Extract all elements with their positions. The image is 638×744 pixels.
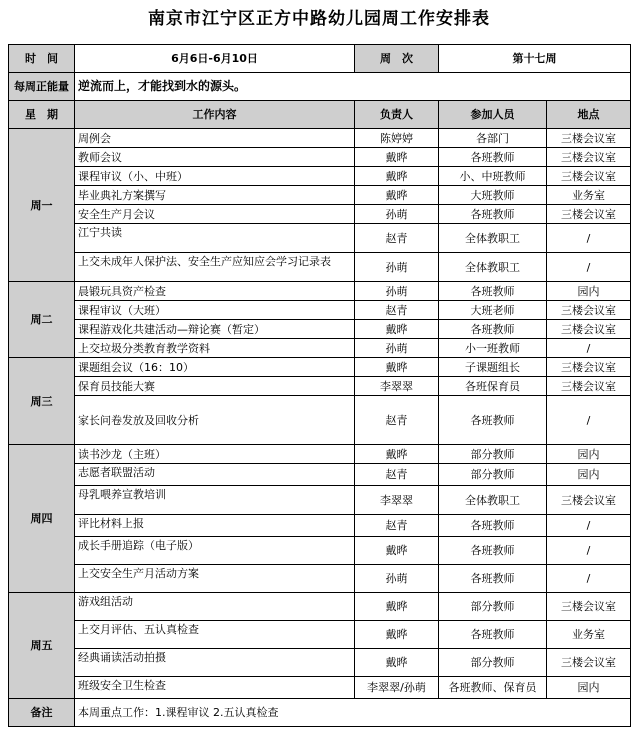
participants: 各班教师 bbox=[439, 537, 547, 565]
work-content: 评比材料上报 bbox=[75, 515, 355, 537]
place: 园内 bbox=[547, 677, 631, 699]
owner: 李翠翠 bbox=[355, 377, 439, 396]
table-row bbox=[9, 649, 631, 677]
day-label: 周五 bbox=[9, 593, 75, 699]
work-content: 江宁共读 bbox=[75, 224, 355, 253]
place: 业务室 bbox=[547, 186, 631, 205]
participants: 各班教师 bbox=[439, 148, 547, 167]
place: 三楼会议室 bbox=[547, 148, 631, 167]
work-content: 周例会 bbox=[75, 129, 355, 148]
owner: 戴晔 bbox=[355, 186, 439, 205]
owner: 戴晔 bbox=[355, 320, 439, 339]
table-row bbox=[9, 677, 631, 699]
table-row bbox=[9, 320, 631, 339]
participants: 各班教师 bbox=[439, 320, 547, 339]
place: / bbox=[547, 396, 631, 445]
motto-text: 逆流而上，才能找到水的源头。 bbox=[75, 73, 631, 101]
participants: 全体教职工 bbox=[439, 253, 547, 282]
participants: 小、中班教师 bbox=[439, 167, 547, 186]
work-content: 课程游戏化共建活动—辩论赛（暂定） bbox=[75, 320, 355, 339]
owner: 赵青 bbox=[355, 224, 439, 253]
work-content: 保育员技能大赛 bbox=[75, 377, 355, 396]
day-label: 周一 bbox=[9, 129, 75, 282]
table-row bbox=[9, 593, 631, 621]
participants: 各班教师 bbox=[439, 621, 547, 649]
work-content: 读书沙龙（主班） bbox=[75, 445, 355, 464]
day-label: 周二 bbox=[9, 282, 75, 358]
participants: 各班教师 bbox=[439, 282, 547, 301]
notes-text: 本周重点工作：1.课程审议 2.五认真检查 bbox=[75, 699, 631, 727]
place: 业务室 bbox=[547, 621, 631, 649]
place: 三楼会议室 bbox=[547, 301, 631, 320]
work-content: 母乳喂养宣教培训 bbox=[75, 486, 355, 515]
place: 三楼会议室 bbox=[547, 205, 631, 224]
work-content: 课程审议（大班） bbox=[75, 301, 355, 320]
table-row bbox=[9, 186, 631, 205]
work-content: 上交未成年人保护法、安全生产应知应会学习记录表 bbox=[75, 253, 355, 282]
motto-label: 每周正能量 bbox=[9, 73, 75, 101]
work-content: 上交垃圾分类教育教学资料 bbox=[75, 339, 355, 358]
notes-row bbox=[9, 699, 631, 727]
participants: 子课题组长 bbox=[439, 358, 547, 377]
place: 三楼会议室 bbox=[547, 358, 631, 377]
table-row bbox=[9, 129, 631, 148]
owner: 赵青 bbox=[355, 464, 439, 486]
place: 三楼会议室 bbox=[547, 377, 631, 396]
place: / bbox=[547, 224, 631, 253]
work-content: 教师会议 bbox=[75, 148, 355, 167]
col-owner: 负责人 bbox=[355, 101, 439, 129]
owner: 戴晔 bbox=[355, 593, 439, 621]
table-row bbox=[9, 565, 631, 593]
page-title: 南京市江宁区正方中路幼儿园周工作安排表 bbox=[148, 9, 490, 29]
table-row bbox=[9, 282, 631, 301]
participants: 部分教师 bbox=[439, 649, 547, 677]
owner: 戴晔 bbox=[355, 621, 439, 649]
table-row bbox=[9, 464, 631, 486]
owner: 孙萌 bbox=[355, 565, 439, 593]
place: 三楼会议室 bbox=[547, 320, 631, 339]
participants: 大班教师 bbox=[439, 186, 547, 205]
participants: 各班教师 bbox=[439, 515, 547, 537]
owner: 戴晔 bbox=[355, 649, 439, 677]
owner: 李翠翠/孙萌 bbox=[355, 677, 439, 699]
work-content: 安全生产月会议 bbox=[75, 205, 355, 224]
owner: 赵青 bbox=[355, 301, 439, 320]
place: 园内 bbox=[547, 282, 631, 301]
work-content: 家长问卷发放及回收分析 bbox=[75, 396, 355, 445]
work-content: 班级安全卫生检查 bbox=[75, 677, 355, 699]
table-row bbox=[9, 486, 631, 515]
participants: 各班教师 bbox=[439, 205, 547, 224]
day-label: 周四 bbox=[9, 445, 75, 593]
col-content: 工作内容 bbox=[75, 101, 355, 129]
work-content: 成长手册追踪（电子版） bbox=[75, 537, 355, 565]
work-content: 经典诵读活动拍摄 bbox=[75, 649, 355, 677]
notes-label: 备注 bbox=[9, 699, 75, 727]
work-content: 课程审议（小、中班） bbox=[75, 167, 355, 186]
table-row bbox=[9, 621, 631, 649]
participants: 部分教师 bbox=[439, 445, 547, 464]
participants: 全体教职工 bbox=[439, 486, 547, 515]
header-row bbox=[9, 45, 631, 73]
week-label: 周 次 bbox=[355, 45, 439, 73]
motto-row bbox=[9, 73, 631, 101]
col-participants: 参加人员 bbox=[439, 101, 547, 129]
participants: 部分教师 bbox=[439, 593, 547, 621]
table-row bbox=[9, 445, 631, 464]
week-value: 第十七周 bbox=[439, 45, 631, 73]
participants: 部分教师 bbox=[439, 464, 547, 486]
owner: 戴晔 bbox=[355, 445, 439, 464]
owner: 孙萌 bbox=[355, 253, 439, 282]
table-row bbox=[9, 377, 631, 396]
place: / bbox=[547, 537, 631, 565]
owner: 戴晔 bbox=[355, 167, 439, 186]
participants: 小一班教师 bbox=[439, 339, 547, 358]
table-row bbox=[9, 167, 631, 186]
work-content: 游戏组活动 bbox=[75, 593, 355, 621]
work-content: 志愿者联盟活动 bbox=[75, 464, 355, 486]
place: 三楼会议室 bbox=[547, 649, 631, 677]
place: 三楼会议室 bbox=[547, 129, 631, 148]
place: 园内 bbox=[547, 445, 631, 464]
owner: 孙萌 bbox=[355, 205, 439, 224]
col-place: 地点 bbox=[547, 101, 631, 129]
owner: 戴晔 bbox=[355, 358, 439, 377]
column-header-row bbox=[9, 101, 631, 129]
work-content: 上交安全生产月活动方案 bbox=[75, 565, 355, 593]
table-row bbox=[9, 358, 631, 377]
time-value: 6月6日-6月10日 bbox=[75, 45, 355, 73]
table-row bbox=[9, 224, 631, 253]
place: 园内 bbox=[547, 464, 631, 486]
table-row bbox=[9, 396, 631, 445]
participants: 全体教职工 bbox=[439, 224, 547, 253]
table-row bbox=[9, 205, 631, 224]
place: 三楼会议室 bbox=[547, 167, 631, 186]
place: / bbox=[547, 565, 631, 593]
time-label: 时 间 bbox=[9, 45, 75, 73]
table-row bbox=[9, 537, 631, 565]
owner: 戴晔 bbox=[355, 148, 439, 167]
table-row bbox=[9, 515, 631, 537]
participants: 大班老师 bbox=[439, 301, 547, 320]
schedule-table bbox=[8, 44, 631, 727]
owner: 孙萌 bbox=[355, 282, 439, 301]
participants: 各部门 bbox=[439, 129, 547, 148]
owner: 戴晔 bbox=[355, 537, 439, 565]
owner: 李翠翠 bbox=[355, 486, 439, 515]
place: / bbox=[547, 515, 631, 537]
participants: 各班教师 bbox=[439, 396, 547, 445]
owner: 赵青 bbox=[355, 396, 439, 445]
place: 三楼会议室 bbox=[547, 486, 631, 515]
participants: 各班教师、保育员 bbox=[439, 677, 547, 699]
owner: 赵青 bbox=[355, 515, 439, 537]
table-row bbox=[9, 148, 631, 167]
work-content: 上交月评估、五认真检查 bbox=[75, 621, 355, 649]
table-row bbox=[9, 301, 631, 320]
owner: 孙萌 bbox=[355, 339, 439, 358]
participants: 各班保育员 bbox=[439, 377, 547, 396]
table-row bbox=[9, 253, 631, 282]
day-label: 周三 bbox=[9, 358, 75, 445]
work-content: 课题组会议（16：10） bbox=[75, 358, 355, 377]
table-row bbox=[9, 339, 631, 358]
owner: 陈婷婷 bbox=[355, 129, 439, 148]
work-content: 晨锻玩具资产检查 bbox=[75, 282, 355, 301]
col-day: 星 期 bbox=[9, 101, 75, 129]
work-content: 毕业典礼方案撰写 bbox=[75, 186, 355, 205]
participants: 各班教师 bbox=[439, 565, 547, 593]
place: / bbox=[547, 339, 631, 358]
place: 三楼会议室 bbox=[547, 593, 631, 621]
place: / bbox=[547, 253, 631, 282]
